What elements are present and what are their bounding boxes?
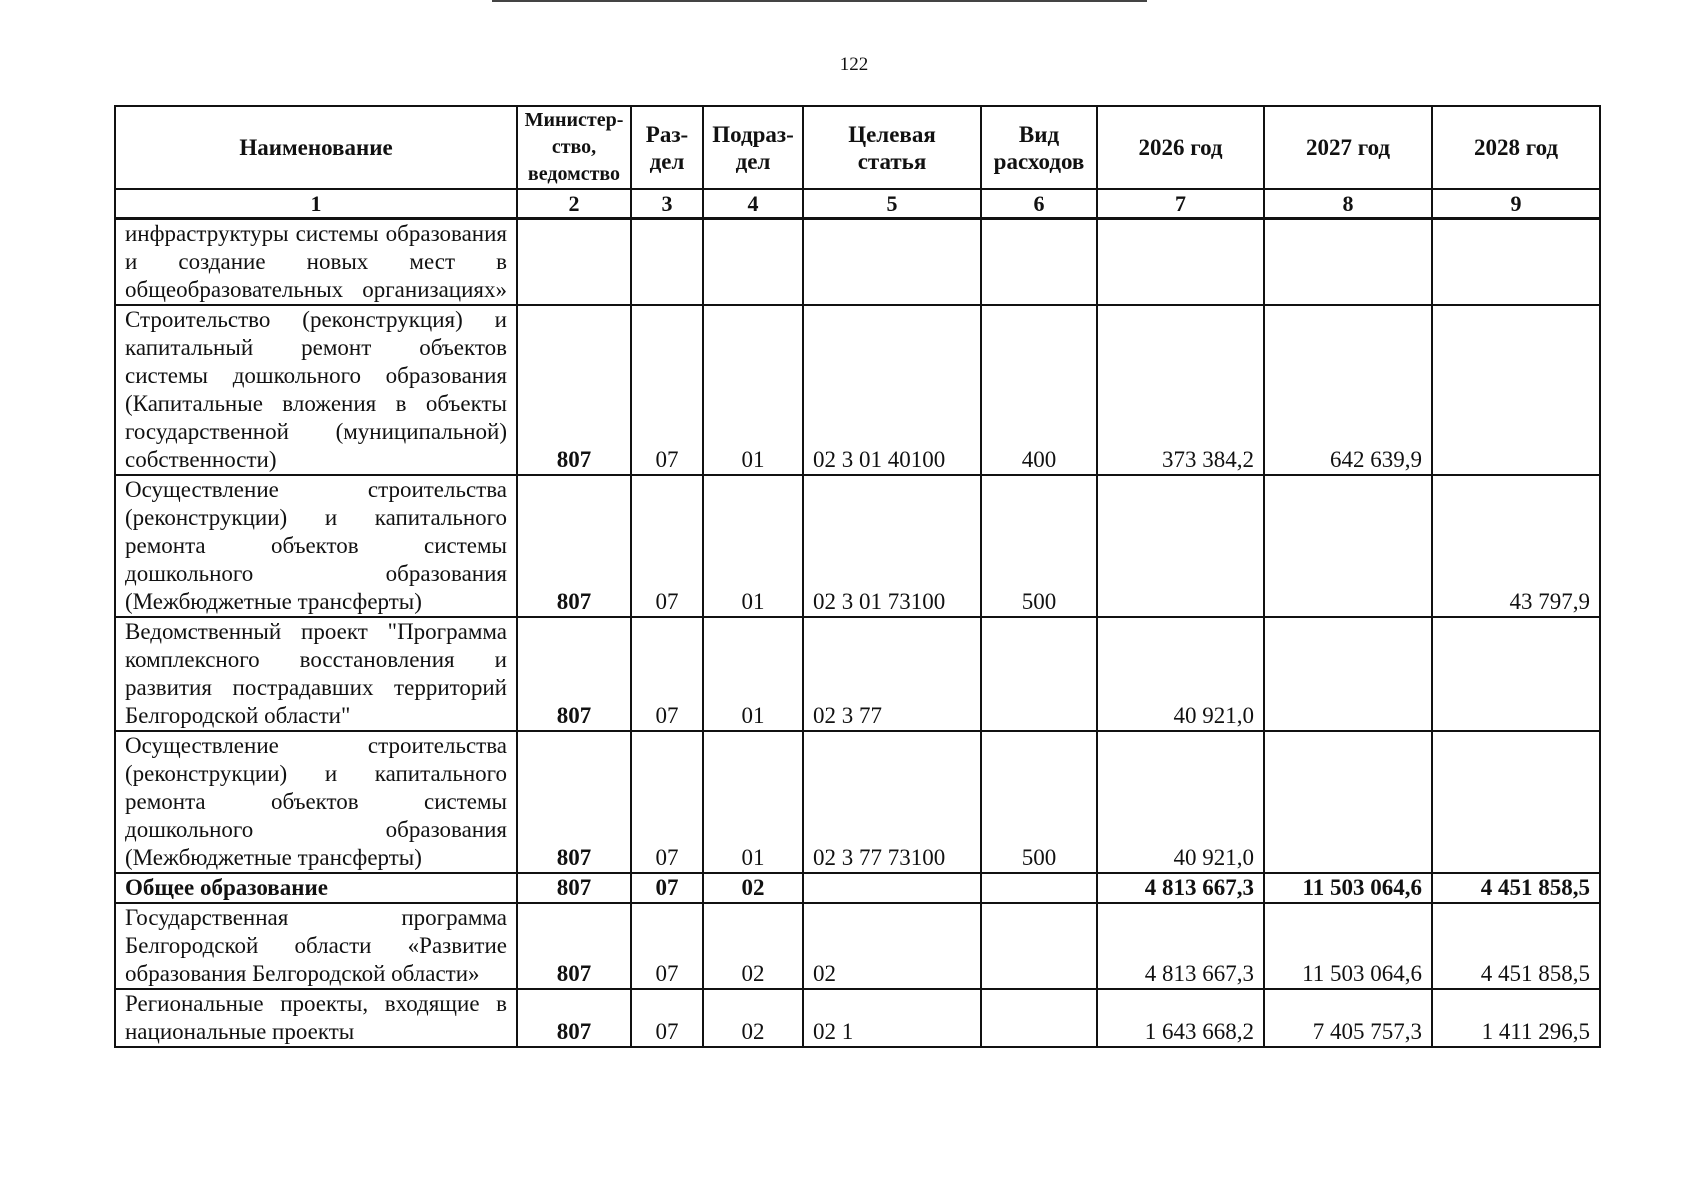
cell-2028: [1432, 219, 1600, 306]
cell-section: 07: [631, 305, 703, 475]
cell-section: 07: [631, 475, 703, 617]
row-name: инфраструктуры системы образования и создание новых мест в общеобразовательных организациях»: [115, 219, 517, 306]
row-name: Государственная программа Белгородской области «Развитие образования Белгородской области»: [115, 903, 517, 989]
cell-target-article: [803, 219, 981, 306]
header-subsection: Подраз- дел: [703, 106, 803, 189]
header-target-article: Целевая статья: [803, 106, 981, 189]
cell-2028: [1432, 305, 1600, 475]
cell-2026: 40 921,0: [1097, 617, 1264, 731]
cell-2028: 4 451 858,5: [1432, 903, 1600, 989]
column-number: 8: [1264, 189, 1432, 219]
cell-section: 07: [631, 731, 703, 873]
cell-2026: 4 813 667,3: [1097, 873, 1264, 903]
cell-2028: 1 411 296,5: [1432, 989, 1600, 1047]
header-2027: 2027 год: [1264, 106, 1432, 189]
cell-section: [631, 219, 703, 306]
row-name: Осуществление строительства (реконструкции) и капитального ремонта объектов системы дошкольного образования (Межбюджетные трансферты): [115, 475, 517, 617]
table-row: [115, 731, 1600, 873]
cell-ministry: 807: [517, 989, 631, 1047]
cell-2027: [1264, 617, 1432, 731]
cell-2028: [1432, 731, 1600, 873]
table-row: [115, 617, 1600, 731]
column-number: 3: [631, 189, 703, 219]
cell-2027: 642 639,9: [1264, 305, 1432, 475]
cell-ministry: 807: [517, 305, 631, 475]
cell-ministry: [517, 219, 631, 306]
page-number: 122: [839, 54, 869, 75]
cell-2028: [1432, 617, 1600, 731]
cell-section: 07: [631, 873, 703, 903]
row-name: Общее образование: [115, 873, 517, 903]
cell-subsection: 02: [703, 903, 803, 989]
cell-2026: 1 643 668,2: [1097, 989, 1264, 1047]
table-row: [115, 903, 1600, 989]
cell-section: 07: [631, 617, 703, 731]
cell-2026: 4 813 667,3: [1097, 903, 1264, 989]
column-number: 6: [981, 189, 1097, 219]
table-header: [115, 106, 1600, 219]
budget-table: [114, 105, 1601, 1048]
cell-expense-type: [981, 617, 1097, 731]
column-number: 5: [803, 189, 981, 219]
cell-expense-type: 500: [981, 475, 1097, 617]
cell-target-article: 02 3 01 73100: [803, 475, 981, 617]
column-number: 2: [517, 189, 631, 219]
row-name: Строительство (реконструкция) и капитальный ремонт объектов системы дошкольного образования (Капитальные вложения в объекты государственной (муниципальной) собственности): [115, 305, 517, 475]
cell-target-article: 02: [803, 903, 981, 989]
cell-2026: 373 384,2: [1097, 305, 1264, 475]
cell-expense-type: [981, 903, 1097, 989]
cell-section: 07: [631, 989, 703, 1047]
cell-ministry: 807: [517, 617, 631, 731]
cell-expense-type: 500: [981, 731, 1097, 873]
cell-expense-type: 400: [981, 305, 1097, 475]
column-number-row: [115, 189, 1600, 219]
cell-target-article: [803, 873, 981, 903]
cell-subsection: 01: [703, 305, 803, 475]
cell-target-article: 02 3 01 40100: [803, 305, 981, 475]
cell-ministry: 807: [517, 873, 631, 903]
header-section: Раз- дел: [631, 106, 703, 189]
cell-target-article: 02 3 77 73100: [803, 731, 981, 873]
table-row: [115, 305, 1600, 475]
cell-2026: 40 921,0: [1097, 731, 1264, 873]
row-name: Региональные проекты, входящие в национальные проекты: [115, 989, 517, 1047]
table-row: [115, 989, 1600, 1047]
cell-expense-type: [981, 873, 1097, 903]
table-row: [115, 219, 1600, 306]
cell-subsection: [703, 219, 803, 306]
cell-expense-type: [981, 219, 1097, 306]
table-row-subtotal: [115, 873, 1600, 903]
top-rule: [492, 0, 1147, 2]
header-expense-type: Вид расходов: [981, 106, 1097, 189]
table-body: [115, 219, 1600, 1048]
column-number: 9: [1432, 189, 1600, 219]
cell-ministry: 807: [517, 731, 631, 873]
row-name: Ведомственный проект "Программа комплексного восстановления и развития пострадавших территорий Белгородской области": [115, 617, 517, 731]
cell-expense-type: [981, 989, 1097, 1047]
cell-2027: 7 405 757,3: [1264, 989, 1432, 1047]
header-name: Наименование: [115, 106, 517, 189]
header-2028: 2028 год: [1432, 106, 1600, 189]
cell-2027: [1264, 219, 1432, 306]
cell-target-article: 02 1: [803, 989, 981, 1047]
column-number: 1: [115, 189, 517, 219]
cell-section: 07: [631, 903, 703, 989]
cell-2027: [1264, 475, 1432, 617]
cell-subsection: 02: [703, 873, 803, 903]
cell-ministry: 807: [517, 903, 631, 989]
cell-ministry: 807: [517, 475, 631, 617]
cell-subsection: 02: [703, 989, 803, 1047]
column-number: 7: [1097, 189, 1264, 219]
column-number: 4: [703, 189, 803, 219]
cell-2028: 4 451 858,5: [1432, 873, 1600, 903]
table-row: [115, 475, 1600, 617]
row-name: Осуществление строительства (реконструкции) и капитального ремонта объектов системы дошкольного образования (Межбюджетные трансферты): [115, 731, 517, 873]
cell-subsection: 01: [703, 617, 803, 731]
cell-2027: [1264, 731, 1432, 873]
header-2026: 2026 год: [1097, 106, 1264, 189]
cell-subsection: 01: [703, 731, 803, 873]
cell-2026: [1097, 475, 1264, 617]
cell-2027: 11 503 064,6: [1264, 873, 1432, 903]
cell-2026: [1097, 219, 1264, 306]
cell-subsection: 01: [703, 475, 803, 617]
cell-2028: 43 797,9: [1432, 475, 1600, 617]
cell-target-article: 02 3 77: [803, 617, 981, 731]
header-ministry: Министер- ство, ведомство: [517, 106, 631, 189]
cell-2027: 11 503 064,6: [1264, 903, 1432, 989]
